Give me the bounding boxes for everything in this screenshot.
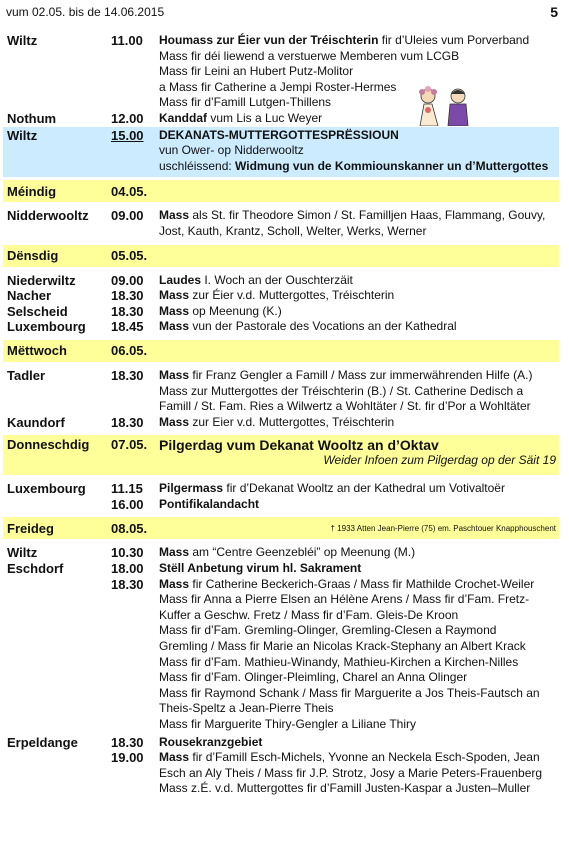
entry-luxembourg-pontifikal [3, 497, 559, 515]
followup-label: uschléissend: [159, 158, 236, 173]
day-date: 07.05. [111, 437, 148, 453]
place: Luxembourg [7, 319, 86, 335]
entry-wiltz-houmass [3, 33, 559, 111]
day-name: Méindig [7, 183, 57, 199]
time: 18.30 [111, 734, 144, 750]
place: Nothum [7, 110, 57, 126]
text-line: Theis-Speltz a Jean-Pierre Theis [159, 701, 334, 716]
description [159, 304, 559, 320]
text: fir d’Dekanat Wooltz an der Kathedral um Votivaltoër [223, 481, 505, 496]
schedule [3, 33, 559, 797]
text-line: Mass fir d’Fam. Gremling-Olinger, Gremling-Clesen a Raymond [159, 623, 497, 638]
day-name: Donneschdig [7, 437, 90, 453]
pilgrimage-note: Weider Infoen zum Pilgerdag op der Säit 19 [323, 453, 556, 468]
text: fir Catherine Beckerich-Graas / Mass fir Mathilde Crochet-Weiler [189, 576, 535, 591]
text-line: Famill / St. Fam. Ries a Wilwertz a Wohltäter / St. fir d’Por a Wohltäter [159, 399, 531, 414]
time: 18.30 [111, 303, 144, 319]
place: Nacher [7, 288, 52, 304]
time: 09.00 [111, 208, 144, 224]
entry-tadler [3, 368, 559, 415]
time: 15.00 [111, 127, 144, 143]
title: Rousekranzgebiet [159, 734, 263, 749]
text-line: Mass fir Anna a Pierre Elsen an Hélène Arens / Mass fir d’Fam. Fretz- [159, 592, 530, 607]
text-line: Jost, Kauth, Krantz, Scholl, Welter, Werks, Werner [159, 223, 427, 238]
place: Tadler [7, 367, 46, 383]
place: Luxembourg [7, 481, 86, 497]
time: 18.45 [111, 319, 144, 335]
title: Mass [159, 545, 190, 560]
entry-nidderwooltz [3, 208, 559, 241]
entry-luxembourg [3, 319, 559, 337]
place: Wiltz [7, 127, 38, 143]
title: Mass [159, 288, 190, 303]
title: Stëll Anbetung virum hl. Sakrament [159, 561, 362, 576]
title: Mass [159, 319, 190, 334]
text-line: Mass fir Raymond Schank / Mass fir Marguerite a Jos Theis-Fautsch an [159, 685, 540, 700]
time: 18.30 [111, 414, 144, 430]
place: Kaundorf [7, 414, 65, 430]
title: Kanddaf [159, 110, 207, 125]
time: 09.00 [111, 272, 144, 288]
text-line: Mass zur Muttergottes der Tréischterin (B.) / St. Catherine Dedisch a [159, 383, 524, 398]
entry-nothum [3, 111, 559, 127]
place: Erpeldange [7, 734, 78, 750]
text-line: Esch an Aly Theis / Mass fir J.P. Strotz, Josy a Marie Peters-Frauenberg [159, 765, 543, 780]
day-date: 04.05. [111, 183, 148, 199]
description [159, 735, 559, 751]
time: 16.00 [111, 496, 144, 512]
day-header-freideg [3, 517, 559, 539]
description [159, 545, 559, 561]
place: Wiltz [7, 33, 38, 48]
day-date: 06.05. [111, 343, 148, 359]
followup-title: Widmung vun de Kommiounskanner un d’Muttergottes [235, 158, 549, 173]
entry-eschdorf-mass [3, 577, 559, 735]
text-line: Mass fir d’Fam. Mathieu-Winandy, Mathieu-Kirchen a Kirchen-Nilles [159, 654, 519, 669]
route-line: vun Ower- op Nidderwooltz [159, 143, 304, 158]
pilgrimage-title: Pilgerdag vum Dekanat Wooltz an d’Oktav [159, 437, 439, 454]
day-date: 08.05. [111, 520, 148, 536]
entry-erpeldange-mass [3, 750, 559, 797]
day-title-block [159, 437, 559, 467]
time: 10.30 [111, 545, 144, 561]
day-header-donneschdig [3, 435, 559, 475]
text: zur Éier v.d. Muttergottes, Tréischterin [189, 288, 395, 303]
time: 18.30 [111, 288, 144, 304]
title: Pontifikalandacht [159, 496, 260, 511]
description [159, 497, 559, 513]
text: fir d’Famill Esch-Michels, Yvonne an Neckela Esch-Spoden, Jean [189, 750, 540, 765]
obituary-note: † 1933 Atten Jean-Pierre (75) em. Paschtouer Knapphouschent [330, 523, 556, 533]
day-date: 05.05. [111, 248, 148, 264]
day-header-meindig [3, 180, 559, 202]
entry-erpeldange-rousekranz [3, 735, 559, 751]
title-rest: vum Lis a Luc Weyer [207, 110, 323, 125]
time: 11.00 [111, 33, 143, 48]
title: Mass [159, 576, 190, 591]
description [159, 273, 559, 289]
text: I. Woch an der Ouschterzäit [201, 272, 353, 287]
day-header-mettwoch [3, 340, 559, 362]
time: 19.00 [111, 750, 144, 766]
text-line: Mass fir Marguerite Thiry-Gengler a Liliane Thiry [159, 717, 416, 731]
intention-line: Mass fir d’Famill Lutgen-Thillens [159, 95, 332, 110]
title: Pilgermass [159, 481, 224, 496]
date-range: vum 02.05. bis de 14.06.2015 [6, 5, 165, 19]
text: am “Centre Geenzebléi” op Meenung (M.) [189, 545, 416, 560]
title: Mass [159, 303, 190, 318]
title: DEKANATS-MUTTERGOTTESPRËSSIOUN [159, 127, 399, 142]
place: Selscheid [7, 303, 68, 319]
entry-eschdorf-anbetung [3, 561, 559, 577]
description [159, 33, 559, 111]
description [159, 208, 559, 239]
description [159, 319, 559, 335]
day-header-densdig [3, 245, 559, 267]
day-name: Mëttwoch [7, 343, 67, 359]
time: 12.00 [111, 110, 144, 126]
description [159, 750, 559, 797]
description [159, 368, 559, 415]
page-header [6, 4, 558, 22]
text: fir Franz Gengler a Famill / Mass zur immerwährenden Hilfe (A.) [189, 367, 533, 382]
time: 18.30 [111, 576, 144, 592]
day-name: Freideg [7, 520, 54, 536]
text: zur Eier v.d. Muttergottes, Tréischterin [189, 414, 395, 429]
intention-line: a Mass fir Catherine a Jempi Roster-Hermes [159, 79, 397, 94]
description [159, 481, 559, 497]
title-rest: fir d’Uleies vum Porverband [378, 33, 530, 47]
description [159, 577, 559, 733]
description [159, 111, 559, 127]
description [159, 128, 559, 175]
place: Niederwiltz [7, 272, 76, 288]
title: Houmass zur Éier vun der Tréischterin [159, 33, 379, 47]
entry-luxembourg-pilgermass [3, 481, 559, 497]
text-line: Mass z.É. v.d. Muttergottes fir d’Famill Justen-Kaspar a Justen–Muller [159, 781, 531, 796]
time: 18.30 [111, 367, 144, 383]
place: Wiltz [7, 545, 38, 561]
description [159, 415, 559, 431]
title: Mass [159, 208, 190, 223]
place: Nidderwooltz [7, 208, 89, 224]
text: op Meenung (K.) [189, 303, 282, 318]
text-line: Gremling / Mass fir Marie an Nicolas Krack-Stephany an Albert Krack [159, 639, 526, 654]
entry-nacher [3, 288, 559, 304]
time: 11.15 [111, 481, 143, 497]
text: als St. fir Theodore Simon / St. Familljen Haas, Flammang, Gouvy, [189, 208, 546, 223]
text: vun der Pastorale des Vocations an der Kathedral [189, 319, 457, 334]
title: Mass [159, 750, 190, 765]
text-line: Mass fir d’Fam. Olinger-Pleimling, Charel an Anna Olinger [159, 670, 468, 685]
entry-selscheid [3, 304, 559, 320]
description [159, 561, 559, 577]
page-number: 5 [550, 4, 558, 20]
entry-wiltz-centre [3, 545, 559, 561]
title: Mass [159, 367, 190, 382]
intention-line: Mass fir Leini an Hubert Putz-Molitor [159, 64, 354, 79]
title: Laudes [159, 272, 202, 287]
title: Mass [159, 414, 190, 429]
entry-wiltz-procession [3, 127, 559, 178]
entry-kaundorf [3, 415, 559, 433]
intention-line: Mass fir déi liewend a verstuerwe Memberen vum LCGB [159, 48, 460, 63]
time: 18.00 [111, 561, 144, 577]
entry-niederwiltz [3, 273, 559, 289]
day-name: Dënsdig [7, 248, 59, 264]
text-line: Kuffer a Geschw. Fretz / Mass fir d’Fam. Gleis-De Kroon [159, 607, 459, 622]
place: Eschdorf [7, 561, 64, 577]
description [159, 288, 559, 304]
